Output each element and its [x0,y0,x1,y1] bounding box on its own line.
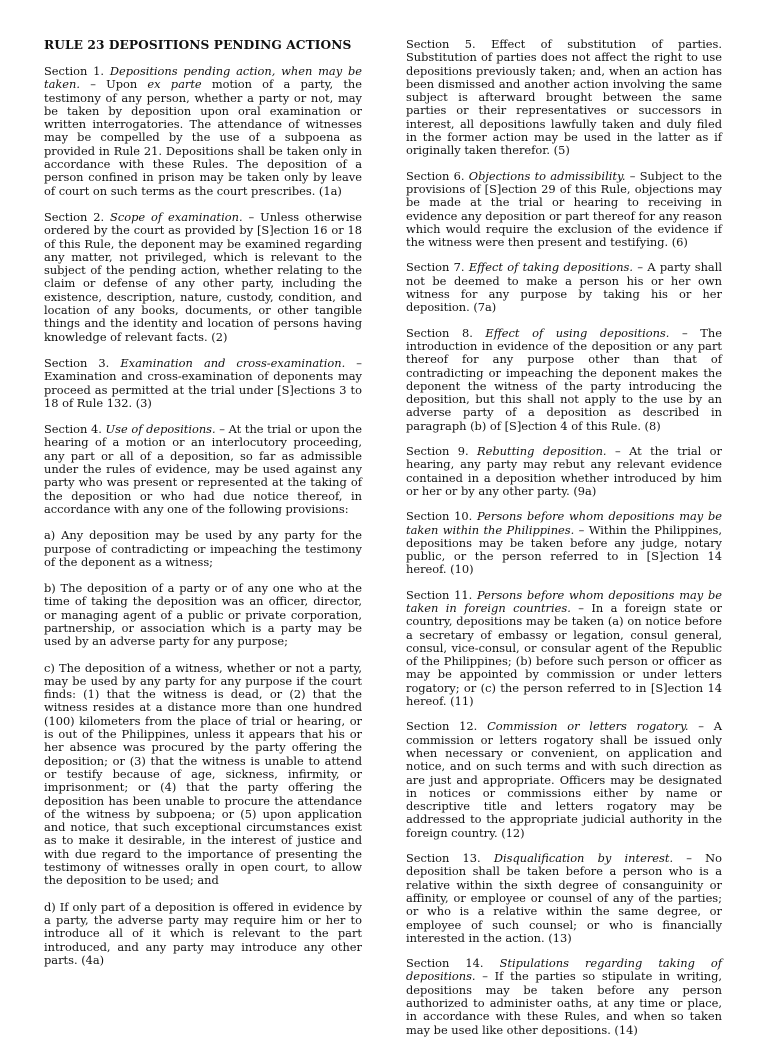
section-label: Section 9. [406,444,469,459]
section-paragraph [406,957,722,1037]
section-paragraph [44,901,362,967]
section-text: – Within the Philippines, depositions may be taken before any judge, notary public, or the person referred to in [S]ection 14 hereof. (10) [406,522,722,577]
section-label: Section 1. [44,64,105,78]
section-heading: Rebutting deposition. [477,444,607,459]
section-heading: Effect of taking depositions. [468,260,634,275]
section-label: Section 8. [406,325,473,340]
section-label: Section 10. [406,509,473,524]
section-heading: Disqualification by interest. [493,851,674,866]
section-text: d) If only part of a deposition is offered in evidence by a party, the adverse party may require him or her to introduce all of it which is relevant to the part introduced, and any party may introduce any other parts. (4a) [44,899,362,967]
section-text: – The introduction in evidence of the deposition or any part thereof for any purpose other than that of contradicting or impeaching the deponent makes the deponent the witness of the party introducing the deposition, but this shall not apply to the use by an adverse party of a deposition as described in paragraph (b) of [S]ection 4 of this Rule. (8) [406,325,722,433]
section-paragraph [406,261,722,314]
latin-term: ex parte [147,77,202,92]
section-heading: Stipulations regarding taking of depositions. [406,956,722,984]
section-label: Section 6. [406,168,465,183]
section-label: Section 7. [406,260,465,275]
section-paragraph [406,589,722,709]
section-text: – Subject to the provisions of [S]ection 29 of this Rule, objections may be made at the trial or hearing to receiving in evidence any deposition or part thereof for any reason which would require the exclusion of the evidence if the witness were then present and testifying. (6) [406,168,723,250]
section-text: c) The deposition of a witness, whether or not a party, may be used by any party for any purpose if the court finds: (1) that the witness is dead, or (2) that the witness resides at a distance more than one hundred (100) kilometers from the place of trial or hearing, or is out of the Philippines, unless it appears that his or her absence was procured by the party offering the deposition; or (3) that the witness is unable to attend or testify because of age, sickness, infirmity, or imprisonment; or (4) that the party offering the deposition has been unable to procure the attendance of the witness by subpoena; or (5) upon application and notice, that such exceptional circumstances exist as to make it desirable, in the interest of justice and with due regard to the importance of presenting the testimony of witnesses orally in open court, to allow the deposition to be used; and [44,660,362,888]
section-text: – Unless otherwise ordered by the court as provided by [S]ection 16 or 18 of this Rule, the deponent may be examined regarding any matter, not privileged, which is relevant to the subject of the pending action, whether relating to the claim or defense of any other party, including the existence, description, nature, custody, condition, and location of any books, documents, or other tangible things and the identity and location of persons having knowledge of relevant facts. (2) [44,209,362,344]
section-heading: Scope of examination. [110,209,243,224]
section-heading: Examination and cross-examination. [120,355,346,370]
section-heading: Objections to admissibility. [468,168,626,183]
section-text: – A commission or letters rogatory shall be issued only when necessary or convenient, on application and notice, and on such terms and with such direction as are just and appropriate. Officers may be designated in notices or commissions either by name or descriptive title and letters rogatory may be addressed to the appropriate judicial authority in the foreign country. (12) [406,719,722,840]
section-text: – No deposition shall be taken before a person who is a relative within the sixth degree of consanguinity or affinity, or employee or counsel of any of the parties; or who is a relative within the same degree, or employee of such counsel; or who is financially interested in the action. (13) [406,851,723,945]
section-text: Section 5. Effect of substitution of parties. Substitution of parties does not affect the right to use depositions previously taken; and, when an action has been dismissed and another action involving the same subject is afterward brought between the same parties or their representatives or successors in interest, all depositions lawfully taken and duly filed in the former action may be used in the latter as if originally taken therefor. (5) [406,37,722,158]
section-heading: Effect of using depositions. [485,325,670,340]
section-paragraph [44,582,362,648]
section-paragraph [406,38,722,158]
section-heading: Depositions pending action, when may be taken. [44,64,362,92]
section-text: – Upon [79,77,148,92]
section-label: Section 11. [406,587,473,602]
section-text: b) The deposition of a party or of any one who at the time of taking the deposition was an officer, director, or managing agent of a public or private corporation, partnership, or association which is a party may be used by an adverse party for any purpose; [44,581,362,649]
section-paragraph [406,852,722,945]
left-sections [44,65,362,967]
section-paragraph [406,327,722,433]
section-label: Section 14. [406,956,484,971]
section-paragraph [44,211,362,344]
section-text: – A party shall not be deemed to make a person his or her own witness for any purpose by taking his or her deposition. (7a) [406,260,722,315]
section-paragraph [406,445,722,498]
section-label: Section 2. [44,209,105,224]
section-text: a) Any deposition may be used by any party for the purpose of contradicting or impeaching the testimony of the deponent as a witness; [44,528,362,569]
section-text: motion of a party, the testimony of any person, whether a party or not, may be taken by deposition upon oral examination or written interrogatories. The attendance of witnesses may be compelled by the use of a subpoena as provided in Rule 21. Depositions shall be taken only in accordance with these Rules. The deposition of a person confined in prison may be taken only by leave of court on such terms as the court prescribes. (1a) [44,77,362,198]
section-label: Section 12. [406,719,478,734]
section-paragraph [44,529,362,569]
left-column [44,38,362,980]
rule-title: RULE 23 DEPOSITIONS PENDING ACTIONS [44,38,352,52]
section-paragraph [44,357,362,410]
section-text: – At the trial or hearing, any party may rebut any relevant evidence contained in a deposition whether introduced by him or her or by any other party. (9a) [406,444,722,498]
section-text: – Examination and cross-examination of deponents may proceed as permitted at the trial under [S]ections 3 to 18 of Rule 132. (3) [44,355,362,410]
section-heading: Persons before whom depositions may be taken in foreign countries. [406,587,723,615]
section-paragraph [406,170,722,250]
section-heading: Persons before whom depositions may be taken within the Philippines. [406,509,723,537]
section-paragraph [406,720,722,840]
section-paragraph [44,423,362,516]
section-label: Section 4. [44,422,102,437]
section-heading: Commission or letters rogatory. [487,719,689,734]
section-paragraph [406,510,722,576]
section-heading: Use of depositions. [105,422,216,437]
section-paragraph [44,662,362,888]
section-text: – At the trial or upon the hearing of a motion or an interlocutory proceeding, any part or all of a deposition, so far as admissible under the rules of evidence, may be used against any party who was present or represented at the taking of the deposition or who had due notice thereof, in accordance with any one of the following provisions: [44,422,362,516]
right-sections [406,38,722,1037]
section-paragraph [44,65,362,198]
section-label: Section 13. [406,851,481,866]
right-column [406,38,722,1049]
section-text: – In a foreign state or country, depositions may be taken (a) on notice before a secretary of embassy or legation, consul general, consul, vice-consul, or consular agent of the Republic of the Philippines; (b) before such person or officer as may be appointed by commission or under letters rogatory; or (c) the person referred to in [S]ection 14 hereof. (11) [406,600,722,709]
section-label: Section 3. [44,355,110,370]
section-text: – If the parties so stipulate in writing, depositions may be taken before any person authorized to administer oaths, at any time or place, in accordance with these Rules, and when so taken may be used like other depositions. (14) [406,969,722,1037]
